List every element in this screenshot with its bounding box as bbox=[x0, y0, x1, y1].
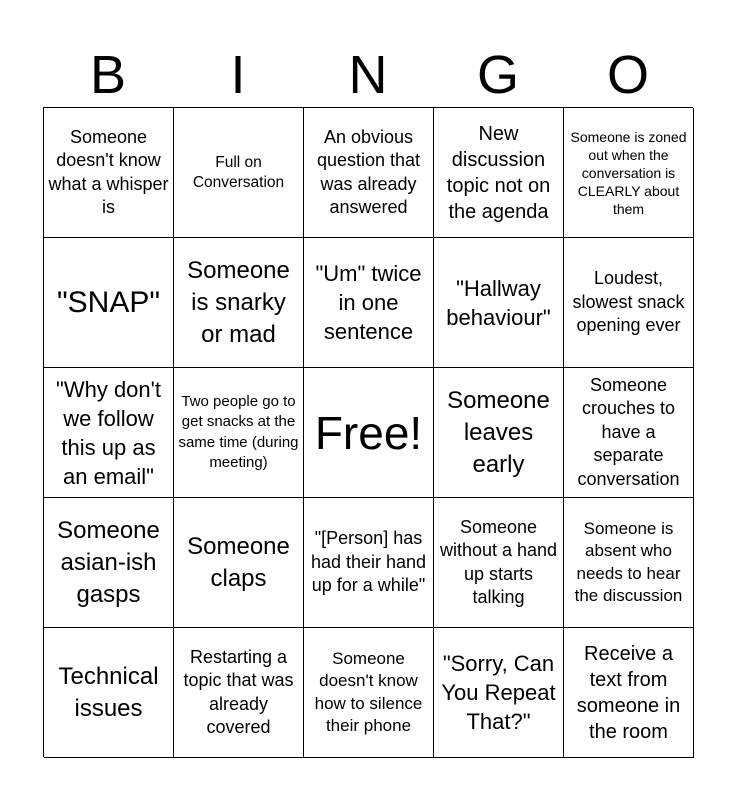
bingo-cell-r1c4[interactable] bbox=[434, 108, 564, 238]
cell-text: "Why don't we follow this up as an email" bbox=[56, 376, 161, 489]
cell-text: Someone leaves early bbox=[447, 386, 550, 478]
bingo-cell-r5c3[interactable] bbox=[304, 628, 434, 758]
cell-text: Someone doesn't know how to silence their phone bbox=[314, 648, 423, 735]
bingo-cell-r4c2[interactable] bbox=[174, 498, 304, 628]
bingo-board bbox=[43, 107, 693, 757]
cell-text: Someone is absent who needs to hear the discussion bbox=[574, 518, 683, 605]
bingo-cell-r3c3[interactable] bbox=[304, 368, 434, 498]
bingo-cell-r3c5[interactable] bbox=[564, 368, 694, 498]
cell-text: Technical issues bbox=[58, 662, 159, 722]
header-letter-b: B bbox=[89, 45, 127, 105]
bingo-cell-r4c1[interactable] bbox=[44, 498, 174, 628]
cell-text: An obvious question that was already answered bbox=[316, 126, 421, 217]
bingo-cell-r2c1[interactable] bbox=[44, 238, 174, 368]
header-letter-g: G bbox=[476, 45, 519, 105]
cell-text: "SNAP" bbox=[57, 285, 160, 319]
cell-text: New discussion topic not on the agenda bbox=[446, 122, 551, 223]
bingo-cell-r2c3[interactable] bbox=[304, 238, 434, 368]
bingo-cell-r3c4[interactable] bbox=[434, 368, 564, 498]
bingo-cell-r5c4[interactable] bbox=[434, 628, 564, 758]
bingo-cell-r5c5[interactable] bbox=[564, 628, 694, 758]
cell-text: Someone doesn't know what a whisper is bbox=[48, 126, 169, 217]
bingo-cell-r1c5[interactable] bbox=[564, 108, 694, 238]
bingo-cell-r4c3[interactable] bbox=[304, 498, 434, 628]
free-space: Free! bbox=[314, 406, 423, 459]
cell-text: "Sorry, Can You Repeat That?" bbox=[441, 651, 556, 734]
bingo-cell-r5c1[interactable] bbox=[44, 628, 174, 758]
bingo-cell-r2c5[interactable] bbox=[564, 238, 694, 368]
header-letter-o: O bbox=[606, 45, 649, 105]
cell-text: Someone asian-ish gasps bbox=[57, 516, 160, 608]
bingo-cell-r3c1[interactable] bbox=[44, 368, 174, 498]
bingo-cell-r5c2[interactable] bbox=[174, 628, 304, 758]
bingo-cell-r2c2[interactable] bbox=[174, 238, 304, 368]
bingo-cell-r1c1[interactable] bbox=[44, 108, 174, 238]
cell-text: "Um" twice in one sentence bbox=[315, 261, 422, 344]
cell-text: Someone is snarky or mad bbox=[187, 256, 290, 348]
cell-text: Two people go to get snacks at the same time (during meeting) bbox=[178, 392, 299, 471]
header-letter-i: I bbox=[230, 45, 246, 105]
header-letter-n: N bbox=[348, 45, 388, 105]
cell-text: "[Person] has had their hand up for a while" bbox=[310, 528, 427, 596]
cell-text: Someone is zoned out when the conversation is CLEARLY about them bbox=[570, 128, 687, 217]
bingo-cell-r4c4[interactable] bbox=[434, 498, 564, 628]
bingo-cell-r3c2[interactable] bbox=[174, 368, 304, 498]
cell-text: Someone crouches to have a separate conversation bbox=[577, 374, 680, 489]
cell-text: "Hallway behaviour" bbox=[446, 275, 551, 330]
bingo-cell-r4c5[interactable] bbox=[564, 498, 694, 628]
cell-text: Loudest, slowest snack opening ever bbox=[572, 268, 685, 336]
cell-text: Someone claps bbox=[187, 532, 290, 592]
cell-text: Receive a text from someone in the room bbox=[576, 642, 681, 743]
bingo-cell-r2c4[interactable] bbox=[434, 238, 564, 368]
bingo-cell-r1c2[interactable] bbox=[174, 108, 304, 238]
bingo-header bbox=[43, 42, 693, 108]
bingo-cell-r1c3[interactable] bbox=[304, 108, 434, 238]
cell-text: Someone without a hand up starts talking bbox=[439, 516, 558, 607]
cell-text: Full on Conversation bbox=[192, 153, 285, 191]
cell-text: Restarting a topic that was already covered bbox=[183, 646, 294, 737]
